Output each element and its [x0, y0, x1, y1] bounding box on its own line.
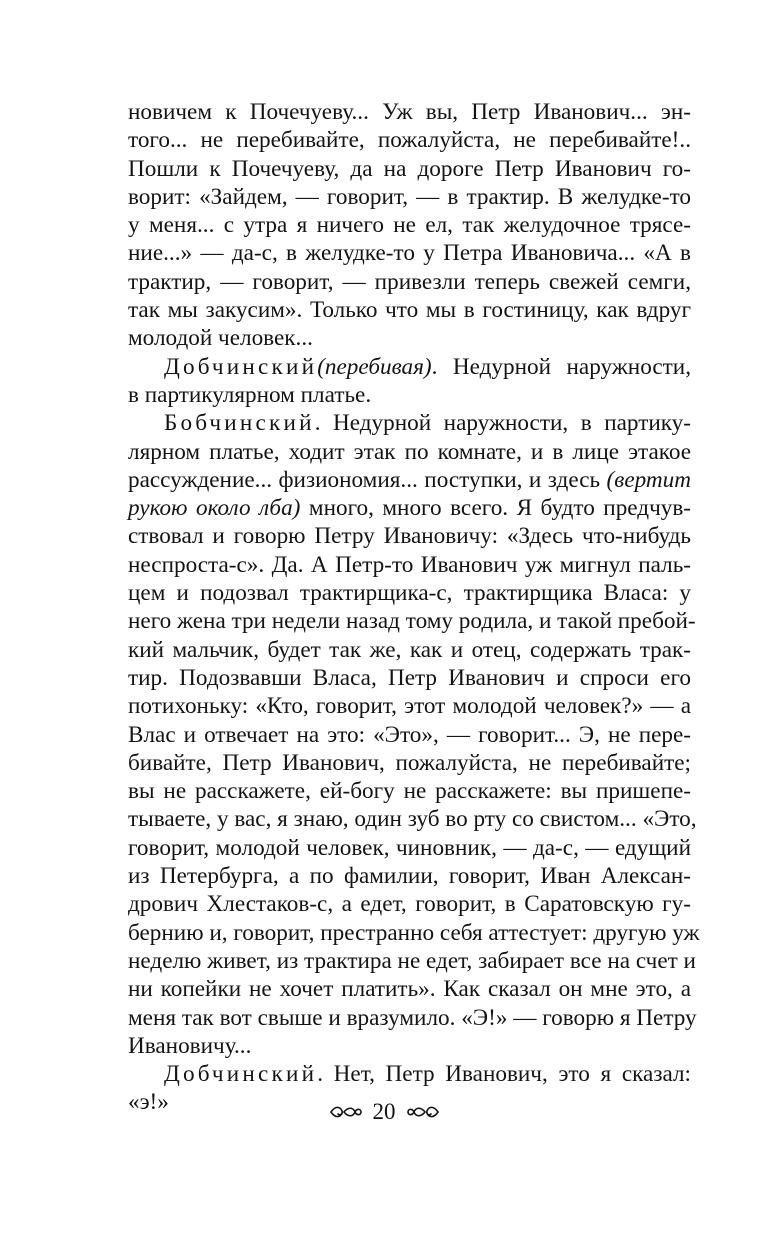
- line-text: бивайте, Петр Иванович, пожалуйста, не перебивайте;: [128, 749, 691, 776]
- page-number: 20: [372, 1098, 396, 1124]
- line-text: кий мальчик, будет так же, как и отец, содержать трак-: [128, 636, 691, 663]
- text-line: [128, 211, 691, 239]
- text-line: [128, 579, 691, 607]
- speaker-name: Добчинский: [164, 353, 318, 380]
- line-text: много, много всего. Я будто предчув-: [300, 495, 691, 522]
- line-text: в партикулярном платье.: [128, 381, 372, 408]
- line-text: говорит, молодой человек, чиновник, — да-с, — едущий: [128, 834, 691, 861]
- text-line: [128, 862, 691, 890]
- text-line: [128, 155, 691, 183]
- line-text: Ивановичу...: [128, 1032, 252, 1059]
- stage-direction: (перебивая): [317, 353, 432, 380]
- speaker-name: Добчинский: [164, 1061, 318, 1088]
- text-line: [128, 947, 696, 975]
- stage-direction: (вертит: [606, 466, 691, 493]
- line-text: ствовал и говорю Петру Ивановичу: «Здесь что-нибудь: [128, 523, 691, 550]
- flourish-ornament-left-icon: [329, 1103, 363, 1121]
- text-line: [128, 805, 697, 833]
- line-text: лярном платье, ходит этак по комнате, и в лице этакое: [128, 438, 691, 465]
- text-line: [128, 692, 691, 720]
- text-line: [128, 183, 691, 211]
- line-text: ворит: «Зайдем, — говорит, — в трактир. В желудке-то: [128, 183, 691, 210]
- flourish-ornament-right-icon: [406, 1103, 440, 1121]
- line-text: того... не перебивайте, пожалуйста, не перебивайте!..: [128, 127, 691, 154]
- line-text: дрович Хлестаков-с, а едет, говорит, в Саратовскую гу-: [128, 891, 691, 918]
- line-text: Влас и отвечает на это: «Это», — говорит... Э, не пере-: [128, 721, 691, 748]
- text-line: [128, 522, 691, 550]
- line-text: молодой человек...: [128, 325, 313, 352]
- text-line: [128, 890, 691, 918]
- line-text: . Недурной наружности, в партику-: [314, 410, 691, 437]
- text-line: [128, 1032, 691, 1060]
- line-text: из Петербурга, а по фамилии, говорит, Иван Алексан-: [128, 863, 691, 890]
- text-line: [128, 721, 691, 749]
- line-text: бернию и, говорит, престранно себя аттестует: другую уж: [128, 919, 700, 946]
- line-text: ние...» — да-с, в желудке-то у Петра Ивановича... «А в: [128, 240, 691, 267]
- text-line: [128, 239, 691, 267]
- text-line: [128, 1004, 697, 1032]
- line-text: неделю живет, из трактира не едет, забирает все на счет и: [128, 947, 696, 974]
- line-text: рассуждение... физиономия... поступки, и здесь: [128, 466, 607, 493]
- text-line: [128, 296, 691, 324]
- text-line: [128, 777, 691, 805]
- line-text: потихоньку: «Кто, говорит, этот молодой человек?» — а: [128, 693, 691, 720]
- line-text: вы не расскажете, ей-богу не расскажете: вы пришепе-: [128, 778, 691, 805]
- text-line: [128, 438, 691, 466]
- stage-direction: рукою около лба): [128, 495, 301, 522]
- line-text: неспроста-с». Да. А Петр-то Иванович уж мигнул паль-: [128, 551, 691, 578]
- line-text: тир. Подозвавши Власа, Петр Иванович и спроси его: [128, 664, 691, 691]
- line-text: Пошли к Почечуеву, да на дороге Петр Иванович го-: [128, 155, 691, 182]
- text-line: [128, 409, 691, 437]
- page-footer: [0, 1097, 768, 1125]
- text-line: [128, 636, 691, 664]
- line-text: «э!»: [128, 1089, 169, 1116]
- text-line: [128, 664, 691, 692]
- text-line: [128, 381, 691, 409]
- line-text: цем и подозвал трактирщика-с, трактирщика Власа: у: [128, 580, 691, 607]
- speaker-name: Бобчинский: [164, 410, 315, 437]
- text-line: [128, 975, 691, 1003]
- line-text: так мы закусим». Только что мы в гостиницу, как вдруг: [128, 297, 691, 324]
- line-text: у меня... с утра я ничего не ел, так желудочное трясе-: [128, 212, 691, 239]
- text-line: [128, 324, 691, 352]
- text-line: [128, 919, 700, 947]
- text-line: [128, 268, 691, 296]
- text-line: [128, 98, 691, 126]
- text-line: [128, 126, 691, 154]
- line-text: ни копейки не хочет платить». Как сказал он мне это, а: [128, 976, 691, 1003]
- page-body: [128, 98, 700, 1117]
- text-line: [128, 834, 691, 862]
- line-text: трактир, — говорит, — привезли теперь свежей семги,: [128, 268, 691, 295]
- text-line: [128, 607, 696, 635]
- line-text: . Недурной наружности,: [431, 353, 691, 380]
- line-text: него жена три недели назад тому родила, и такой пребой-: [128, 608, 696, 635]
- line-text: меня так вот свыше и вразумило. «Э!» — говорю я Петру: [128, 1004, 697, 1031]
- line-text: . Нет, Петр Иванович, это я сказал:: [317, 1061, 691, 1088]
- text-line: [128, 494, 691, 522]
- text-line: [128, 749, 691, 777]
- text-line: [128, 551, 691, 579]
- text-line: [128, 466, 691, 494]
- line-text: тываете, у вас, я знаю, один зуб во рту со свистом... «Это,: [128, 806, 697, 833]
- text-line: [128, 353, 691, 381]
- text-line: [128, 1060, 691, 1088]
- line-text: новичем к Почечуеву... Уж вы, Петр Иванович... эн-: [128, 99, 691, 125]
